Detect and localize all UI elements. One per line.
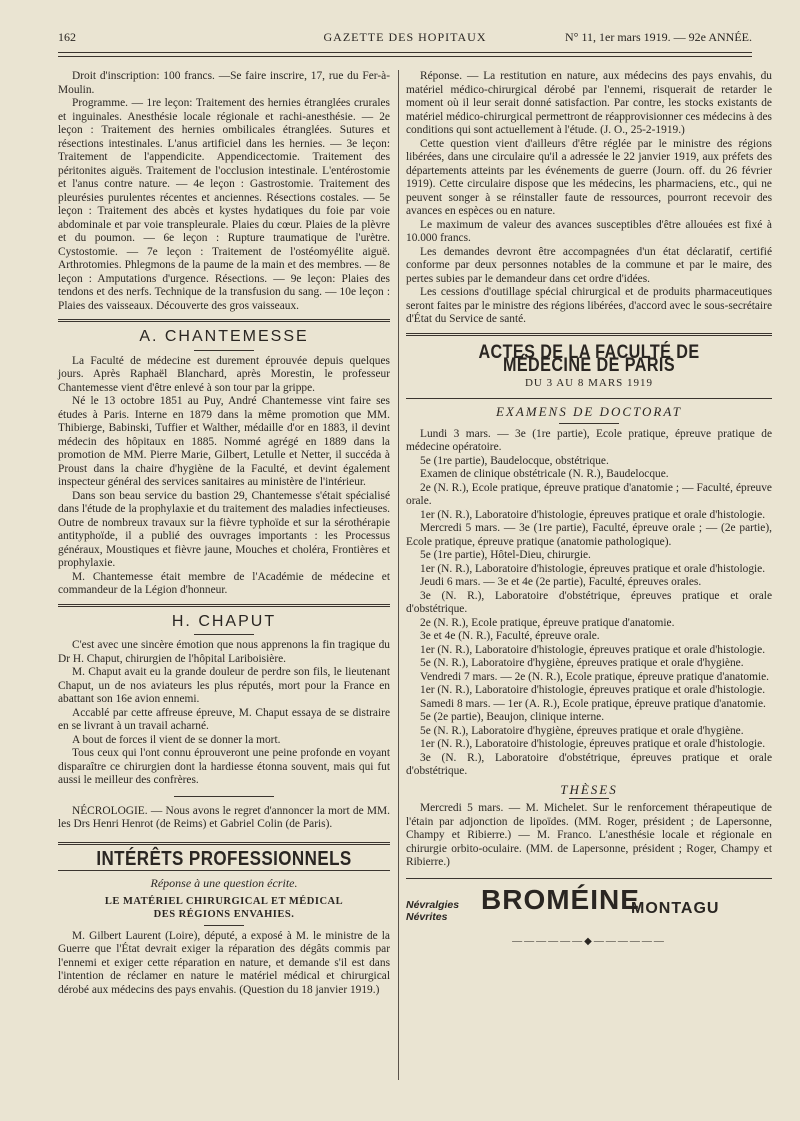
separator-rule	[174, 796, 274, 797]
response-paragraph: Les cessions d'outillage spécial chirurgical et de produits pharmaceutiques seront faites par le ministre des régions libérées, d'accord avec le sous-secrétaire d'État du Service de santé.	[406, 286, 772, 325]
heading-rule	[569, 798, 609, 799]
advert-brand: BROMÉINE	[481, 883, 640, 915]
exam-line: Examen de clinique obstétricale (N. R.), Baudelocque.	[420, 468, 669, 480]
chaput-paragraph: M. Chaput avait eu la grande douleur de perdre son fils, le lieutenant Chaput, un de nos aviateurs les plus réputés, mort pour la France en abattant son 16e avion ennemi.	[58, 666, 390, 705]
exam-line: 5e (1re partie), Hôtel-Dieu, chirurgie.	[420, 549, 591, 561]
chaput-paragraph: Accablé par cette affreuse épreuve, M. Chaput essaya de se distraire en se livrant à un travail acharné.	[58, 706, 390, 732]
exam-line: 2e (N. R.), Ecole pratique, épreuve pratique d'anatomie.	[420, 616, 675, 629]
exam-line: Mercredi 5 mars. — 3e (1re partie), Faculté, épreuve orale ; — (2e partie), Ecole pratique, épreuve pratique (anatomie pathologique).	[406, 522, 772, 548]
issue-info: N° 11, 1er mars 1919. — 92e ANNÉE.	[565, 30, 752, 44]
heading-rule	[204, 925, 244, 926]
exam-line: 1er (N. R.), Laboratoire d'histologie, épreuves pratique et orale d'histologie.	[420, 562, 766, 575]
exam-line: 5e (N. R.), Laboratoire d'hygiène, épreuves pratique et orale d'hygiène.	[420, 657, 744, 669]
article-title-line: LE MATÉRIEL CHIRURGICAL ET MÉDICAL	[104, 895, 344, 907]
advertisement	[406, 883, 772, 929]
chantemesse-heading: A. CHANTEMESSE	[139, 328, 309, 345]
section-rule	[58, 604, 390, 607]
necrologie-text: NÉCROLOGIE. — Nous avons le regret d'annoncer la mort de MM. les Drs Henri Henrot (de Reims) et Gabriel Colin (de Paris).	[58, 804, 390, 830]
question-subheading: Réponse à une question écrite.	[150, 876, 298, 890]
response-paragraph: Cette question vient d'ailleurs d'être réglée par le ministre des régions libérées, dans une circulaire qu'il a adressée le 22 janvier 1919, aux préfets des départements atteints par les événements de guerre (Journ. off. du 26 février 1919). Cette circulaire dispose que les médecins, les pharmaciens, etc., qui ne peuvent songer à se réinstaller faute de ressources, pourront recevoir des avances en espèces ou en nature.	[406, 137, 772, 217]
column-divider	[398, 70, 399, 1080]
exam-line: 1er (N. R.), Laboratoire d'histologie, épreuves pratique et orale d'histologie.	[420, 643, 766, 656]
actes-heading: ACTES DE LA FACULTÉ DE MÉDECINE DE PARIS	[478, 341, 700, 376]
advert-side-line: Névralgies	[406, 898, 460, 911]
exam-line: 3e (N. R.), Laboratoire d'obstétrique, épreuves pratique et orale d'obstétrique.	[406, 751, 772, 777]
section-rule	[58, 319, 390, 322]
chaput-heading: H. CHAPUT	[171, 612, 277, 630]
exam-line: 3e et 4e (N. R.), Faculté, épreuve orale.	[420, 630, 600, 642]
chantemesse-paragraph: La Faculté de médecine est durement éprouvée depuis quelques jours. Après Raphaël Blanchard, après Morestin, le professeur Chantemesse vient d'être enlevé à son tour par la grippe.	[58, 354, 390, 394]
section-rule	[406, 333, 772, 336]
exam-line: Lundi 3 mars. — 3e (1re partie), Ecole pratique, épreuve pratique de médecine opératoire.	[406, 427, 772, 453]
exam-line: 1er (N. R.), Laboratoire d'histologie, épreuves pratique et orale d'histologie.	[420, 508, 766, 521]
actes-dates: DU 3 AU 8 MARS 1919	[524, 376, 654, 389]
chantemesse-paragraph: M. Chantemesse était membre de l'Académie de médecine et commandeur de la Légion d'honneur.	[58, 570, 390, 596]
programme-text: Programme. — 1re leçon: Traitement des hernies étranglées crurales et inguinales. Anesthésie locale régionale et rachi-anesthésie. — 2e leçon : Traitement des hernies ombilicales étranglées. Sutures et résections intestinales. L'anus artificiel dans les hernies. — 3e leçon: Traitement de l'appendicite. Appendicectomie. Traitement des péritonites aiguës. Traitement de l'occlusion intestinale. L'entérostomie et l'anus contre nature. — 4e leçon : Gastrostomie. Traitement des pleurésies purulentes récentes et anciennes. Résections costales. — 5e leçon : Traitement des abcès et kystes hydatiques du foie par voie abdominale et par voie transpleurale. Plaies du cœur. Plaies de la plèvre et du poumon. — 6e leçon : Rupture traumatique de l'urètre. Cystostomie. — 7e leçon : Traitement de l'ostéomyélite aiguë. Arthrotomies. Phlegmons de la paume de la main et des membres. — 8e leçon : Amputations d'urgence. Résections. — 9e leçon: Plaies des tendons et des nerfs. Technique de la transfusion du sang. — 10e leçon : Plaies des vaisseaux. Découverte des gros vaisseaux.	[58, 97, 390, 312]
question-paragraph: M. Gilbert Laurent (Loire), député, a exposé à M. le ministre de la Guerre que l'État devrait exiger la réparation des dégâts commis par l'ennemi et exiger cette réparation en nature, et demande s'il est dans l'intention de réclamer en nature le matériel médical et chirurgical dérobé aux médecins des pays envahis. (Question du 18 janvier 1919.)	[58, 929, 390, 996]
examens-heading: EXAMENS DE DOCTORAT	[495, 404, 683, 419]
response-paragraph: Le maximum de valeur des avances susceptibles d'être allouées est fixé à 10.000 francs.	[406, 218, 772, 244]
exam-line: 5e (1re partie), Baudelocque, obstétrique.	[420, 454, 609, 467]
chaput-paragraph: C'est avec une sincère émotion que nous apprenons la fin tragique du Dr H. Chaput, chirurgien de l'hôpital Lariboisière.	[58, 639, 390, 665]
exam-line: 5e (N. R.), Laboratoire d'hygiène, épreuves pratique et orale d'hygiène.	[420, 724, 744, 737]
heading-rule	[194, 634, 254, 635]
exam-line: 2e (N. R.), Ecole pratique, épreuve pratique d'anatomie ; — Faculté, épreuve orale.	[406, 481, 772, 507]
response-paragraph: Réponse. — La restitution en nature, aux médecins des pays envahis, du matériel médico-chirurgical dérobé par l'ennemi, risquerait de retarder le moment où il leur serait donné satisfaction. Par contre, les stocks existants de matériel médico-chirurgical permettront de réapprovisionner ces médecins à des conditions qui sont actuellement à l'étude. (J. O., 25-2-1919.)	[406, 70, 772, 136]
inscription-text: Droit d'inscription: 100 francs. —Se faire inscrire, 17, rue du Fer-à-Moulin.	[58, 70, 390, 96]
ornament-divider: ——————◆——————	[512, 935, 666, 947]
left-column	[58, 70, 390, 997]
exam-line: 1er (N. R.), Laboratoire d'histologie, épreuves pratique et orale d'histologie.	[420, 738, 766, 750]
exam-line: Jeudi 6 mars. — 3e et 4e (2e partie), Faculté, épreuves orales.	[420, 576, 702, 588]
interets-heading: INTÉRÊTS PROFESSIONNELS	[96, 847, 352, 870]
heading-rule	[58, 870, 390, 871]
header-rule	[58, 52, 752, 53]
theses-line: Mercredi 5 mars. — M. Michelet. Sur le renforcement thérapeutique de l'étain par adjonction de lipoïdes. (MM. Roger, président ; de Lapersonne, Champy et Ribierre.) — M. Franco. L'anesthésie locale et régionale en chirurgie orbito-oculaire. (MM. de Lapersonne, président ; Roger, Champy et Ribierre.)	[406, 802, 772, 868]
journal-title: GAZETTE DES HOPITAUX	[323, 30, 487, 44]
chantemesse-paragraph: Né le 13 octobre 1851 au Puy, André Chantemesse vint faire ses études à Paris. Interne en 1879 dans la même promotion que MM. Thibierge, Babinski, Tuffier et Walther, médaille d'or en 1883, il devint médecin des hôpitaux en 1885. Nommé agrégé en 1889 dans la promotion de MM. Pierre Marie, Gilbert, Letulle et Netter, il succéda à Proust dans la chaire d'hygiène de la Faculté, et devint également inspecteur général des services sanitaires au ministère de l'intérieur.	[58, 395, 390, 488]
heading-rule	[559, 423, 619, 424]
theses-heading: THÈSES	[560, 781, 618, 797]
response-paragraph: Les demandes devront être accompagnées d'un état déclaratif, certifié conforme par deux personnes notables de la commune et par le maire, des pertes subies par le demandeur dans cet ordre d'idées.	[406, 245, 772, 285]
chantemesse-paragraph: Dans son beau service du bastion 29, Chantemesse s'était spécialisé dans l'étude de la prophylaxie et du traitement des maladies infectieuses. Outre de nombreux travaux sur la fièvre typhoïde et sur la sérothérapie antityphoïde, il a publié des ouvrages importants : les Processus généraux, Moustiques et fièvre jaune, Mouches et choléra, Frontières et prophylaxie.	[58, 489, 390, 569]
heading-rule	[194, 350, 254, 351]
right-column	[406, 70, 772, 948]
exam-line: Vendredi 7 mars. — 2e (N. R.), Ecole pratique, épreuve pratique d'anatomie.	[420, 670, 770, 683]
advert-side-text	[406, 899, 459, 923]
exam-line: 3e (N. R.), Laboratoire d'obstétrique, épreuves pratique et orale d'obstétrique.	[406, 589, 772, 615]
section-rule	[58, 842, 390, 845]
advert-maker: MONTAGU	[631, 899, 720, 917]
exam-line: 5e (2e partie), Beaujon, clinique interne.	[420, 711, 605, 723]
section-rule	[406, 878, 772, 879]
chaput-paragraph: Tous ceux qui l'ont connu éprouveront une peine profonde en voyant disparaître ce chirurgien dont la hardiesse étonna souvent, mais qui fut aussi le meilleur des confrères.	[58, 747, 390, 786]
chaput-paragraph: A bout de forces il vient de se donner la mort.	[72, 733, 281, 746]
article-title-line: DES RÉGIONS ENVAHIES.	[153, 908, 295, 920]
heading-rule	[406, 398, 772, 399]
header-rule-2	[58, 56, 752, 57]
advert-side-line: Névrites	[406, 910, 448, 923]
page-header	[58, 30, 752, 46]
page-number: 162	[58, 30, 76, 44]
exam-line: 1er (N. R.), Laboratoire d'histologie, épreuves pratique et orale d'histologie.	[420, 684, 766, 696]
exam-line: Samedi 8 mars. — 1er (A. R.), Ecole pratique, épreuve pratique d'anatomie.	[420, 697, 766, 710]
